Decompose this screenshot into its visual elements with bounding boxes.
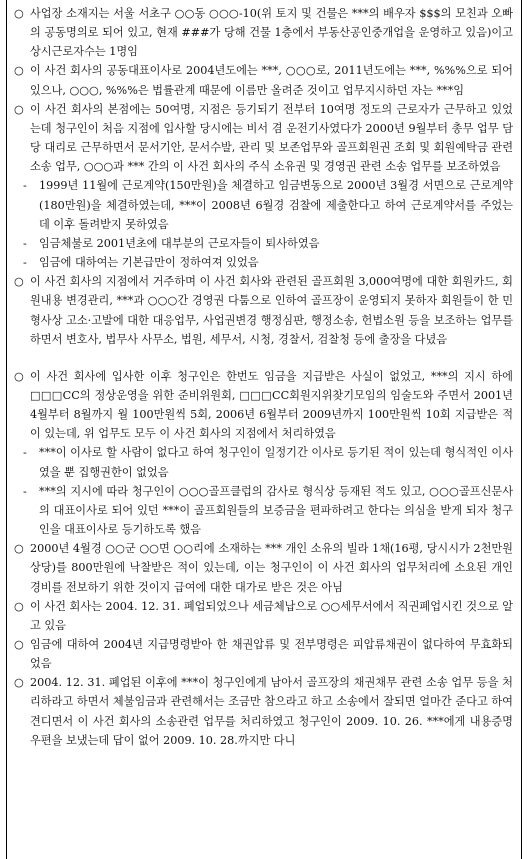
- circle-bullet-icon: ○: [14, 542, 24, 556]
- bullet-item: [14, 100, 513, 177]
- sub-bullet-item: [14, 482, 513, 539]
- circle-bullet-icon: ○: [14, 638, 24, 651]
- bullet-item: [14, 597, 513, 635]
- sub-bullet-item: [14, 234, 513, 253]
- bullet-item: [14, 539, 513, 596]
- circle-bullet-icon: ○: [14, 275, 24, 289]
- circle-bullet-icon: ○: [14, 7, 24, 20]
- paragraph-text: 이 사건 회사에 입사한 이후 청구인은 한번도 임금을 지급받은 사실이 없었고, ***의 지시 하에 □□□CC의 정상운영을 위한 준비위원회, □□□CC회원지위찾기모임의 임술도와 주면서 2001년 4월부터 8월까지 월 100만원씩 5회, 2006년 6월부터 2009년까지 100만원씩 10회 지급받은 적이 있는데, 위 업무도 모두 이 사건 회사의 지점에서 처리하였음: [30, 369, 513, 441]
- paragraph-text: 이 사건 회사의 본점에는 50여명, 지점은 등기되기 전부터 10여명 정도의 근로자가 근무하고 있었는데 청구인이 처음 지점에 입사할 당시에는 비서 겸 운전기사였다가 2000년 9월부터 총무 업무 담당 대리로 근무하면서 문서기안, 문서수발, 관리 및 보존업무와 골프회원권 조회 및 회원예탁금 관련 소송 업무, ○○○과 *** 간의 이 사건 회사의 주식 소유권 및 경영권 관련 소송 업무를 보조하였음: [30, 102, 513, 174]
- circle-bullet-icon: ○: [14, 599, 24, 613]
- bullet-item: [14, 635, 513, 673]
- paragraph-text: 임금체불로 2001년초에 대부분의 근로자들이 퇴사하였음: [39, 236, 320, 250]
- paragraph-text: 이 사건 회사는 2004. 12. 31. 폐업되었으나 세금체납으로 ○○세무서에서 직권폐업시킨 것으로 알고 있음: [30, 599, 513, 632]
- dash-bullet-icon: -: [23, 236, 27, 250]
- circle-bullet-icon: ○: [14, 102, 24, 116]
- bullet-item: [14, 673, 513, 750]
- document-page: [6, 0, 522, 859]
- paragraph-gap: [14, 349, 513, 367]
- circle-bullet-icon: ○: [14, 369, 24, 383]
- bullet-item: [14, 4, 513, 61]
- paragraph-text: 이 사건 회사의 공동대표이사로 2004년도에는 ***, ○○○로, 2011년도에는 ***, %%%으로 되어 있으나, ○○○, %%%은 법률관계 때문에 이름만 올려준 것이고 업무지시하던 자는 ***임: [30, 64, 513, 97]
- dash-bullet-icon: -: [23, 446, 27, 460]
- sub-bullet-item: [14, 176, 513, 233]
- paragraph-text: 임금에 대하여 2004년 지급명령받아 한 채권압류 및 전부명령은 피압류채권이 없다하여 무효화되었음: [30, 638, 513, 671]
- paragraph-text: ***의 지시에 따라 청구인이 ○○○골프클럽의 감사로 형식상 등재된 적도 있고, ○○○골프신문사의 대표이사로 되어 있던 ***이 골프회원들의 보증금을 편파하려고 한다는 의심을 받게 되자 청구인을 대표이사로 등기하도록 했음: [39, 484, 513, 537]
- paragraph-text: 사업장 소재지는 서울 서초구 ○○동 ○○○-10(위 토지 및 건물은 ***의 배우자 $$$의 모친과 오빠의 공동명의로 되어 있고, 현재 ###가 당해 건물 1층에서 부동산공인중개업을 운영하고 있음)이고 상시근로자수는 1명임: [30, 7, 513, 59]
- paragraph-text: ***이 이사로 할 사람이 없다고 하여 청구인이 일정기간 이사로 등기된 적이 있는데 형식적인 이사였을 뿐 집행권한이 없었음: [39, 446, 513, 479]
- bullet-item: [14, 272, 513, 349]
- sub-bullet-item: [14, 253, 513, 272]
- paragraph-text: 이 사건 회사의 지점에서 거주하며 이 사건 회사와 관련된 골프회원 3,000여명에 대한 회원카드, 회원내용 변경관리, ***과 ○○○간 경영권 다툼으로 인하여 골프장이 운영되지 못하자 회원들이 한 민형사상 고소·고발에 대한 대응업무, 사업권변경 행정심판, 행정소송, 헌법소원 등을 보조하는 업무를 하면서 변호사, 법무사 사무소, 법원, 세무서, 시청, 경찰서, 검찰청 등에 출장을 다녔음: [30, 275, 513, 346]
- dash-bullet-icon: -: [23, 256, 27, 270]
- dash-bullet-icon: -: [23, 179, 27, 193]
- circle-bullet-icon: ○: [14, 64, 24, 78]
- bullet-item: [14, 367, 513, 444]
- paragraph-text: 임금에 대하여는 기본급만이 정하여져 있었음: [39, 256, 259, 270]
- dash-bullet-icon: -: [23, 484, 27, 498]
- paragraph-text: 2004. 12. 31. 폐업된 이후에 ***이 청구인에게 남아서 골프장의 채권채무 관련 소송 업무 등을 처리하라고 하면서 체불임금과 관련해서는 조금만 참으라고 하고 소송에서 잘되면 얼마간 준다고 하여 견디면서 이 사건 회사의 소송관련 업무를 처리하였고 청구인이 2009. 10. 26. ***에게 내용증명우편을 보냈는데 답이 없어 2009. 10. 28.까지만 다니: [30, 676, 513, 747]
- paragraph-text: 1999년 11월에 근로계약(150만원)을 체결하고 임금변동으로 2000년 3월경 서면으로 근로계약(180만원)을 체결하였는데, ***이 2008년 6월경 검찰에 제출한다고 하여 근로계약서를 주었는데 이후 돌려받지 못하였음: [39, 179, 513, 231]
- paragraph-text: 2000년 4월경 ○○군 ○○면 ○○리에 소재하는 *** 개인 소유의 빌라 1채(16평, 당시시가 2천만원 상당)를 800만원에 낙찰받은 적이 있는데, 이는 청구인이 이 사건 회사의 업무처리에 소요된 개인 경비를 전보하기 위한 것이지 급여에 대한 대가로 받은 것은 아님: [30, 542, 513, 594]
- circle-bullet-icon: ○: [14, 676, 24, 690]
- bullet-item: [14, 61, 513, 99]
- sub-bullet-item: [14, 443, 513, 481]
